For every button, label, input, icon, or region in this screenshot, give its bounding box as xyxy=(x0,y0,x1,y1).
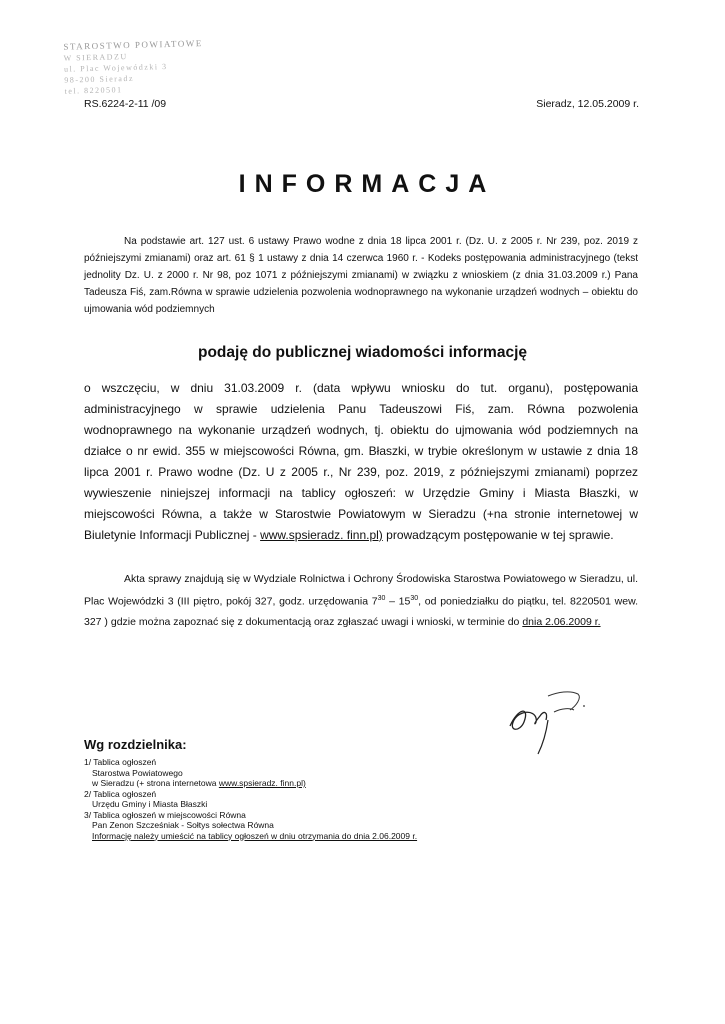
case-files-text: Akta sprawy znajdują się w Wydziale Rolnictwa i Ochrony Środowiska Starostwa Powiatowego w Sieradzu, ul. Plac Wojewódzki 3 (III piętro, pokój 327, godz. urzędowania 7 xyxy=(84,573,638,608)
handwritten-signature xyxy=(500,688,590,788)
stamp-line: 98-200 Sieradz xyxy=(64,73,135,85)
distribution-item: 1/ Tablica ogłoszeń xyxy=(84,757,157,767)
legal-basis-text: Na podstawie art. 127 ust. 6 ustawy Prawo wodne z dnia 18 lipca 2001 r. (Dz. U. z 2005 r. Nr 239, poz. 2019 z późniejszymi zmianami) oraz art. 61 § 1 ustawy z dnia 14 czerwca 1960 r. - Kodeks postępowania administracyjnego (tekst jednolity Dz. U. z 2000 r. Nr 98, poz 1071 z późniejszymi zmianami) w związku z wnioskiem (z dnia 31.03.2009 r.) Pana Tadeusza Fiś, zam.Równa w sprawie udzielenia pozwolenia wodnoprawnego na wykonanie urządzeń wodnych – obiektu do ujmowania wód podziemnych xyxy=(84,236,638,315)
document-title: INFORMACJA xyxy=(238,170,496,198)
stamp-line: STAROSTWO POWIATOWE xyxy=(63,38,203,52)
main-information-paragraph xyxy=(84,378,638,546)
hour-to-superscript: 30 xyxy=(410,595,419,602)
reference-number: RS.6224-2-11 /09 xyxy=(84,98,167,110)
stamp-line: W SIERADZU xyxy=(63,52,128,63)
stamp-line: ul. Plac Wojewódzki 3 xyxy=(63,61,168,74)
hour-from-superscript: 30 xyxy=(377,595,386,602)
case-files-paragraph xyxy=(84,569,638,632)
hour-dash: – 15 xyxy=(385,595,411,608)
deadline-date: dnia 2.06.2009 r. xyxy=(522,615,601,628)
distribution-item: Pan Zenon Szcześniak - Sołtys sołectwa Równa xyxy=(92,820,274,830)
distribution-list xyxy=(84,757,504,841)
distribution-item xyxy=(84,778,504,789)
main-text: o wszczęciu, w dniu 31.03.2009 r. (data wpływu wniosku do tut. organu), postępowania administracyjnego w sprawie udzielenia Panu Tadeuszowi Fiś, zam. Równa pozwolenia wodnoprawnego na wykonanie urządzeń wodnych, tj. obiektu do ujmowania wód podziemnych na działce o nr ewid. 355 w miejscowości Równa, gm. Błaszki, w trybie określonym w ustawie z dnia 18 lipca 2001 r. Prawo wodne (Dz. U z 2005 r., Nr 239, poz. 2019, z późniejszymi zmianami) poprzez wywieszenie niniejszej informacji na tablicy ogłoszeń: w Urzędzie Gminy i Miasta Błaszki, w miejscowości Równa, a także w Starostwie Powiatowym w Sieradzu (+na stronie internetowej w Biuletynie Informacji Publicznej - xyxy=(84,381,638,542)
announcement-heading: podaję do publicznej wiadomości informację xyxy=(198,344,527,361)
bip-website-link-2[interactable]: www.spsieradz. finn.pl) xyxy=(218,778,306,788)
legal-basis-paragraph xyxy=(84,233,638,318)
distribution-item: 3/ Tablica ogłoszeń w miejscowości Równa xyxy=(84,809,246,820)
distribution-item: Starostwa Powiatowego xyxy=(92,767,183,778)
office-stamp xyxy=(63,38,203,96)
case-files-text-2: , od poniedziałku do piątku, tel. 8220501 wew. 327 ) gdzie można zapoznać się z dokumentacją oraz zgłaszać uwagi i wnioski, w terminie do xyxy=(84,595,638,628)
distribution-item-text: w Sieradzu (+ strona internetowa xyxy=(92,778,217,788)
bip-website-link[interactable]: www.spsieradz. finn.pl) xyxy=(260,528,383,542)
distribution-item: Urzędu Gminy i Miasta Błaszki xyxy=(92,799,208,809)
distribution-item: 2/ Tablica ogłoszeń xyxy=(84,788,157,799)
posting-instruction-note: Informację należy umieścić na tablicy ogłoszeń w dniu otrzymania do dnia 2.06.2009 r. xyxy=(92,830,418,841)
distribution-heading: Wg rozdzielnika: xyxy=(84,737,187,752)
place-and-date: Sieradz, 12.05.2009 r. xyxy=(536,98,639,110)
stamp-line: tel. 8220501 xyxy=(64,85,123,96)
main-text-tail: prowadzącym postępowanie w tej sprawie. xyxy=(386,528,614,542)
